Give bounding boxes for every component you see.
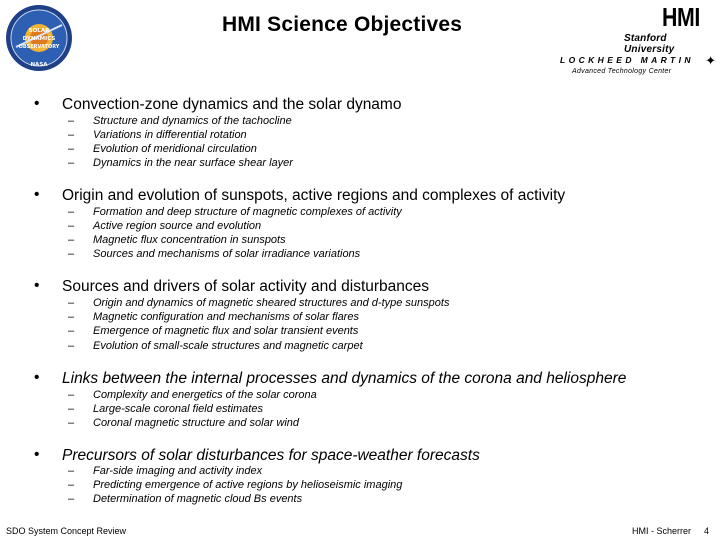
dash-icon: – [68,143,75,155]
dash-icon: – [68,325,75,337]
list-item-text: Coronal magnetic structure and solar wind [93,417,300,429]
sdo-logo-observatory: OBSERVATORY [18,44,60,50]
page-title: HMI Science Objectives [222,13,463,36]
lockheed-martin-text: LOCKHEED MARTIN [560,55,694,65]
list-item-text: Determination of magnetic cloud Bs events [93,493,303,505]
list-item-text: Magnetic flux concentration in sunspots [93,234,286,246]
list-item-text: Structure and dynamics of the tachocline [93,115,292,127]
sdo-logo-solar: SOLAR [28,28,50,34]
list-item-text: Magnetic configuration and mechanisms of solar flares [93,311,359,323]
stanford-label: Stanford University [624,33,675,55]
dash-icon: – [68,311,75,323]
dash-icon: – [68,493,75,505]
footer-author-label: HMI - Scherrer [632,526,692,536]
dash-icon: – [68,129,75,141]
bullet-icon: • [34,446,40,463]
dash-icon: – [68,403,75,415]
list-item-text: Variations in differential rotation [93,129,247,141]
list-item-text: Active region source and evolution [93,220,262,232]
list-item-text: Predicting emergence of active regions by helioseismic imaging [93,479,403,491]
list-item-text: Sources and mechanisms of solar irradiance variations [93,248,361,260]
list-item-text: Complexity and energetics of the solar corona [93,389,317,401]
dash-icon: – [68,248,75,260]
objective-heading: Links between the internal processes and dynamics of the corona and heliosphere [62,370,627,387]
dash-icon: – [68,234,75,246]
sdo-logo-dynamics: DYNAMICS [22,36,56,42]
dash-icon: – [68,389,75,401]
bullet-icon: • [34,369,40,386]
bullet-icon: • [34,277,40,294]
list-item-text: Formation and deep structure of magnetic complexes of activity [93,206,402,218]
list-item-text: Evolution of small-scale structures and magnetic carpet [93,340,363,352]
hmi-logo: HMI [662,2,700,32]
objective-heading: Convection-zone dynamics and the solar dynamo [62,96,402,113]
dash-icon: – [68,157,75,169]
list-item-text: Dynamics in the near surface shear layer [93,157,293,169]
dash-icon: – [68,417,75,429]
bullet-icon: • [34,186,40,203]
dash-icon: – [68,115,75,127]
star-icon: ✦ [705,53,716,68]
dash-icon: – [68,340,75,352]
footer-review-label: SDO System Concept Review [6,526,127,536]
dash-icon: – [68,297,75,309]
bullet-icon: • [34,95,40,112]
dash-icon: – [68,206,75,218]
dash-icon: – [68,479,75,491]
list-item-text: Large-scale coronal field estimates [93,403,263,415]
objective-heading: Origin and evolution of sunspots, active regions and complexes of activity [62,187,566,204]
sdo-logo-nasa: NASA [30,62,48,68]
objective-heading: Sources and drivers of solar activity and disturbances [62,278,430,295]
dash-icon: – [68,220,75,232]
advanced-technology-center-label: Advanced Technology Center [572,68,672,75]
page-number: 4 [704,526,710,536]
sdo-logo [4,3,74,73]
dash-icon: – [68,465,75,477]
objective-heading: Precursors of solar disturbances for space-weather forecasts [62,447,480,464]
list-item-text: Evolution of meridional circulation [93,143,257,155]
list-item-text: Emergence of magnetic flux and solar transient events [93,325,359,337]
list-item-text: Far-side imaging and activity index [93,465,263,477]
list-item-text: Origin and dynamics of magnetic sheared structures and d-type sunspots [93,297,450,309]
